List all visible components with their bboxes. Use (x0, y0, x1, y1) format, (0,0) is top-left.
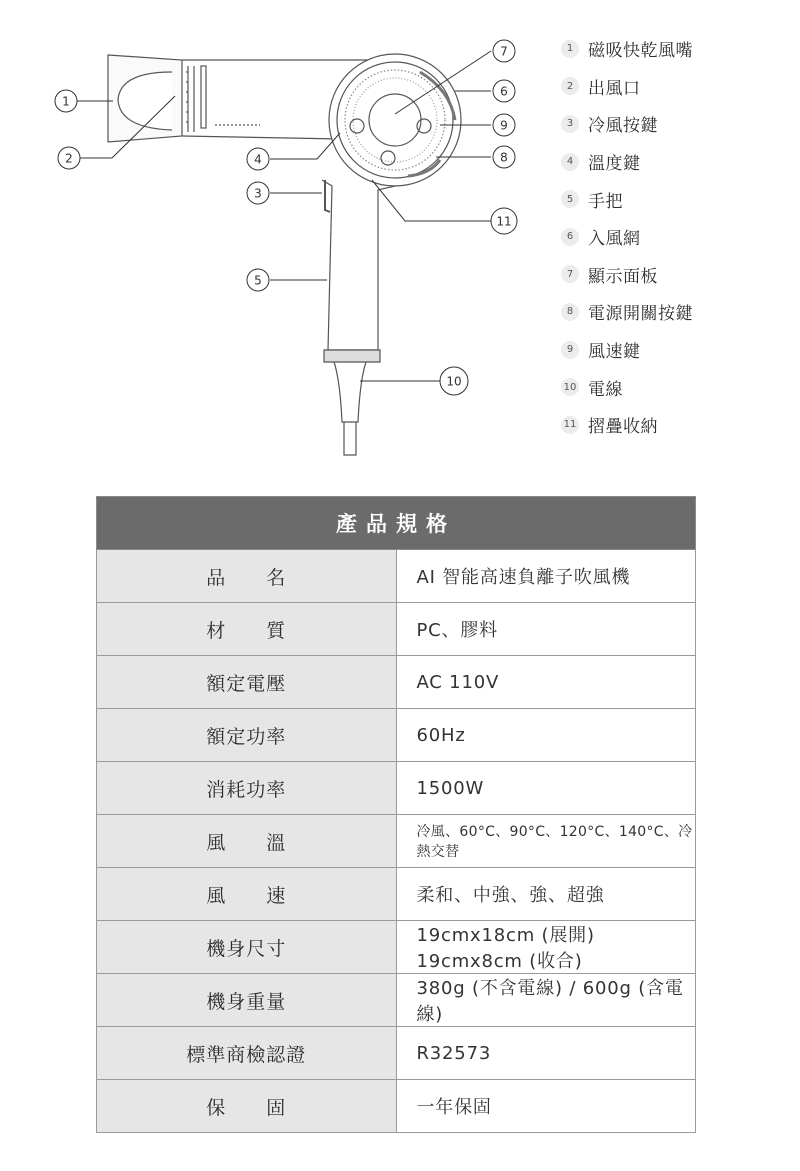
legend-label: 風速鍵 (588, 342, 641, 363)
spec-value: 60Hz (396, 709, 696, 762)
legend-number: 7 (561, 265, 579, 283)
spec-key: 標準商檢認證 (97, 1027, 397, 1080)
legend-number: 3 (561, 115, 579, 133)
callout-label-8: 8 (500, 150, 508, 165)
legend-number: 11 (561, 416, 579, 434)
legend-label: 電線 (588, 379, 623, 400)
callout-label-11: 11 (496, 214, 512, 229)
callout-label-7: 7 (500, 44, 508, 59)
legend-item (561, 68, 791, 106)
spec-value: AC 110V (396, 656, 696, 709)
callout-label-2: 2 (65, 151, 73, 166)
legend-item (561, 105, 791, 143)
spec-value: 380g (不含電線) / 600g (含電線) (396, 974, 696, 1027)
product-diagram (0, 0, 800, 470)
legend-number: 10 (561, 378, 579, 396)
spec-key: 風 速 (97, 868, 397, 921)
legend-item (561, 293, 791, 331)
table-row (97, 709, 696, 762)
table-row (97, 974, 696, 1027)
legend-item (561, 331, 791, 369)
legend-number: 6 (561, 228, 579, 246)
legend-number: 2 (561, 77, 579, 95)
legend-item (561, 256, 791, 294)
table-row (97, 1080, 696, 1133)
table-row (97, 550, 696, 603)
legend-label: 磁吸快乾風嘴 (588, 41, 693, 62)
spec-key: 保 固 (97, 1080, 397, 1133)
table-row (97, 762, 696, 815)
legend-label: 冷風按鍵 (588, 116, 658, 137)
spec-value: R32573 (396, 1027, 696, 1080)
spec-key: 風 溫 (97, 815, 397, 868)
legend-label: 入風網 (588, 229, 641, 250)
spec-value: 柔和、中強、強、超強 (396, 868, 696, 921)
spec-key: 材 質 (97, 603, 397, 656)
legend-label: 手把 (588, 191, 623, 212)
parts-legend (561, 30, 791, 444)
spec-key: 機身尺寸 (97, 921, 397, 974)
spec-key: 額定功率 (97, 709, 397, 762)
callout-label-4: 4 (254, 152, 262, 167)
legend-number: 5 (561, 190, 579, 208)
spec-key: 機身重量 (97, 974, 397, 1027)
table-row (97, 603, 696, 656)
legend-item (561, 30, 791, 68)
spec-value: 一年保固 (396, 1080, 696, 1133)
callout-label-5: 5 (254, 273, 262, 288)
spec-value: 19cmx18cm (展開) 19cmx8cm (收合) (396, 921, 696, 974)
table-row (97, 656, 696, 709)
legend-number: 8 (561, 303, 579, 321)
legend-item (561, 143, 791, 181)
legend-number: 1 (561, 40, 579, 58)
spec-value: AI 智能高速負離子吹風機 (396, 550, 696, 603)
spec-value: 1500W (396, 762, 696, 815)
spec-value: PC、膠料 (396, 603, 696, 656)
callout-label-9: 9 (500, 118, 508, 133)
legend-label: 電源開關按鍵 (588, 304, 693, 325)
table-row (97, 1027, 696, 1080)
legend-number: 9 (561, 341, 579, 359)
table-row (97, 921, 696, 974)
legend-item (561, 368, 791, 406)
legend-number: 4 (561, 153, 579, 171)
legend-label: 摺疊收納 (588, 417, 658, 438)
spec-value: 冷風、60°C、90°C、120°C、140°C、冷熱交替 (396, 815, 696, 868)
legend-item (561, 218, 791, 256)
table-row (97, 868, 696, 921)
spec-table-title: 產品規格 (97, 497, 696, 550)
callout-label-10: 10 (446, 374, 462, 389)
legend-label: 溫度鍵 (588, 154, 641, 175)
legend-label: 出風口 (588, 78, 641, 99)
spec-key: 消耗功率 (97, 762, 397, 815)
spec-key: 品 名 (97, 550, 397, 603)
legend-item (561, 406, 791, 444)
legend-item (561, 180, 791, 218)
table-row (97, 815, 696, 868)
legend-label: 顯示面板 (588, 266, 658, 287)
spec-table (96, 496, 696, 1133)
spec-key: 額定電壓 (97, 656, 397, 709)
callout-label-1: 1 (62, 94, 70, 109)
callout-label-3: 3 (254, 186, 262, 201)
callout-label-6: 6 (500, 84, 508, 99)
